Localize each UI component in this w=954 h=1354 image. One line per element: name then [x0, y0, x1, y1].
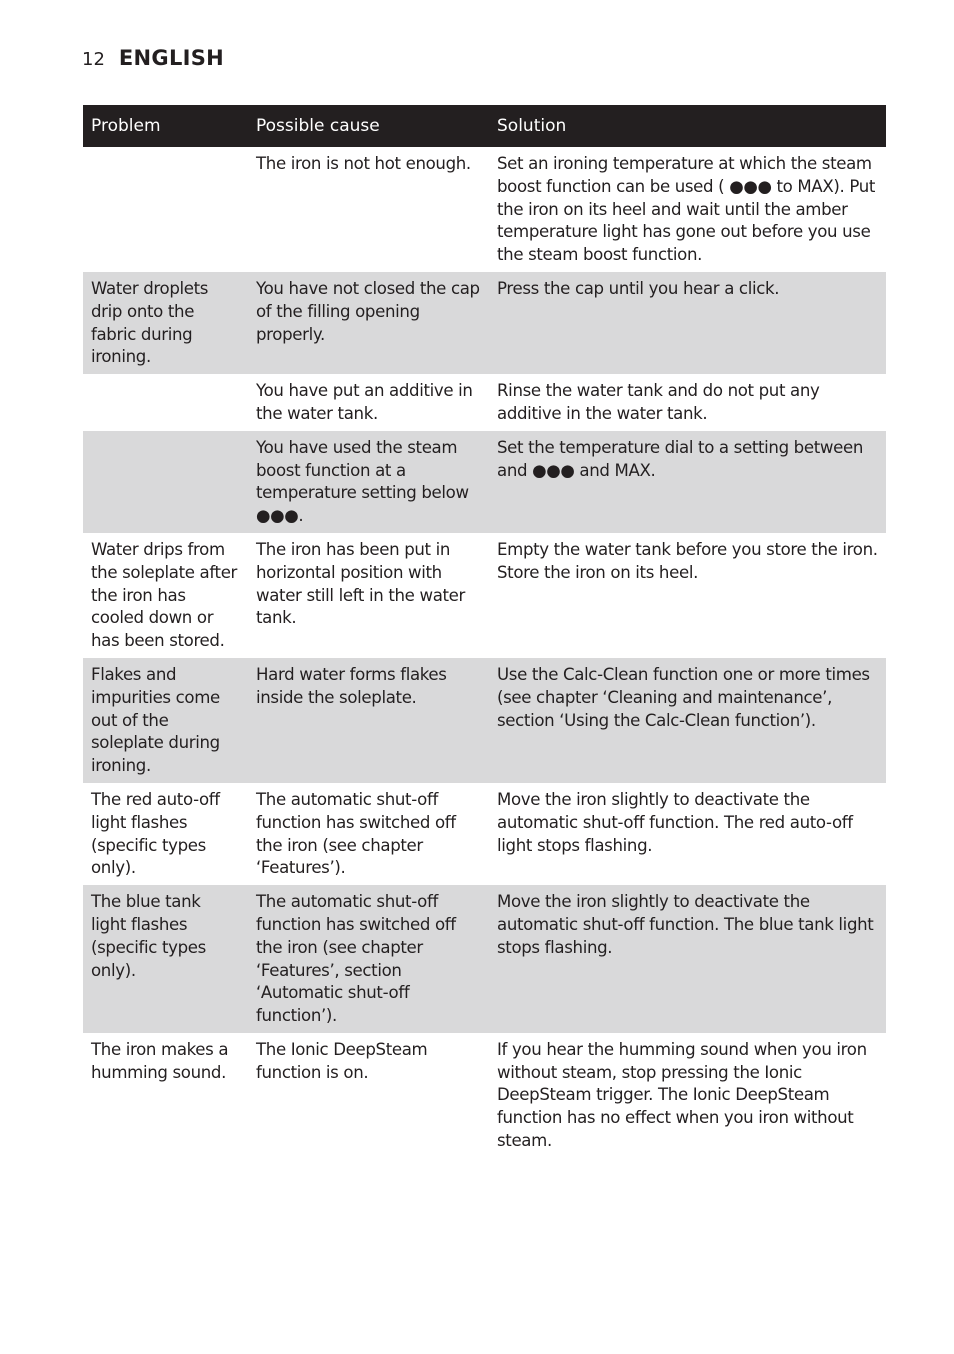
- table-row: [83, 374, 886, 431]
- problem-cell: The blue tank light flashes (specific types only).: [83, 885, 248, 1033]
- problem-cell: Water drips from the soleplate after the iron has cooled down or has been stored.: [91, 539, 238, 651]
- problem-cell: [83, 147, 248, 272]
- column-header-solution: Solution: [489, 105, 886, 147]
- table-row: [83, 431, 886, 533]
- cause-cell: You have used the steam boost function at a temperature setting below ●●●.: [248, 431, 489, 533]
- problem-cell: The iron makes a humming sound.: [91, 1039, 229, 1082]
- table-row: [83, 147, 886, 272]
- column-header-possible-cause: Possible cause: [248, 105, 489, 147]
- cause-cell: The iron has been put in horizontal position with water still left in the water tank.: [256, 539, 465, 628]
- page-header: [82, 46, 224, 70]
- page-number: 12: [82, 49, 105, 70]
- page-language-title: ENGLISH: [118, 46, 225, 70]
- solution-cell: Set an ironing temperature at which the steam boost function can be used ( ●●● to MAX). Put the iron on its heel and wait until the amber temperature light has gone out before you use the steam boost function.: [497, 154, 876, 265]
- table-row: [83, 1033, 886, 1158]
- solution-cell: Rinse the water tank and do not put any additive in the water tank.: [497, 381, 820, 423]
- cause-cell: Hard water forms flakes inside the soleplate.: [248, 658, 489, 783]
- troubleshooting-table: [83, 105, 886, 1158]
- problem-cell: [83, 374, 248, 431]
- table-row: [83, 272, 886, 374]
- table-row: [83, 783, 886, 885]
- solution-cell: Move the iron slightly to deactivate the automatic shut-off function. The blue tank light stops flashing.: [489, 885, 886, 1033]
- solution-cell: If you hear the humming sound when you iron without steam, stop pressing the Ionic DeepSteam trigger. The Ionic DeepSteam function has no effect when you iron without steam.: [497, 1039, 867, 1151]
- solution-cell: Move the iron slightly to deactivate the automatic shut-off function. The red auto-off light stops flashing.: [497, 789, 853, 855]
- cause-cell: You have not closed the cap of the filling opening properly.: [248, 272, 489, 374]
- table-row: [83, 885, 886, 1033]
- table-row: [83, 533, 886, 658]
- cause-cell: The Ionic DeepSteam function is on.: [256, 1039, 428, 1082]
- problem-cell: The red auto-off light flashes (specific types only).: [91, 789, 220, 878]
- solution-cell: Empty the water tank before you store the iron. Store the iron on its heel.: [497, 539, 878, 582]
- solution-cell: Set the temperature dial to a setting between and ●●● and MAX.: [489, 431, 886, 533]
- problem-cell: Flakes and impurities come out of the soleplate during ironing.: [83, 658, 248, 783]
- problem-cell: Water droplets drip onto the fabric during ironing.: [83, 272, 248, 374]
- cause-cell: The automatic shut-off function has switched off the iron (see chapter ‘Features’).: [256, 789, 456, 878]
- solution-cell: Press the cap until you hear a click.: [489, 272, 886, 374]
- table-row: [83, 658, 886, 783]
- table-header-row: [83, 105, 886, 147]
- cause-cell: The iron is not hot enough.: [256, 154, 471, 173]
- cause-cell: The automatic shut-off function has switched off the iron (see chapter ‘Features’, section ‘Automatic shut-off function’).: [248, 885, 489, 1033]
- problem-cell: [83, 431, 248, 533]
- solution-cell: Use the Calc-Clean function one or more times (see chapter ‘Cleaning and maintenance’, section ‘Using the Calc-Clean function’).: [489, 658, 886, 783]
- column-header-problem: Problem: [83, 105, 248, 147]
- cause-cell: You have put an additive in the water tank.: [256, 381, 473, 423]
